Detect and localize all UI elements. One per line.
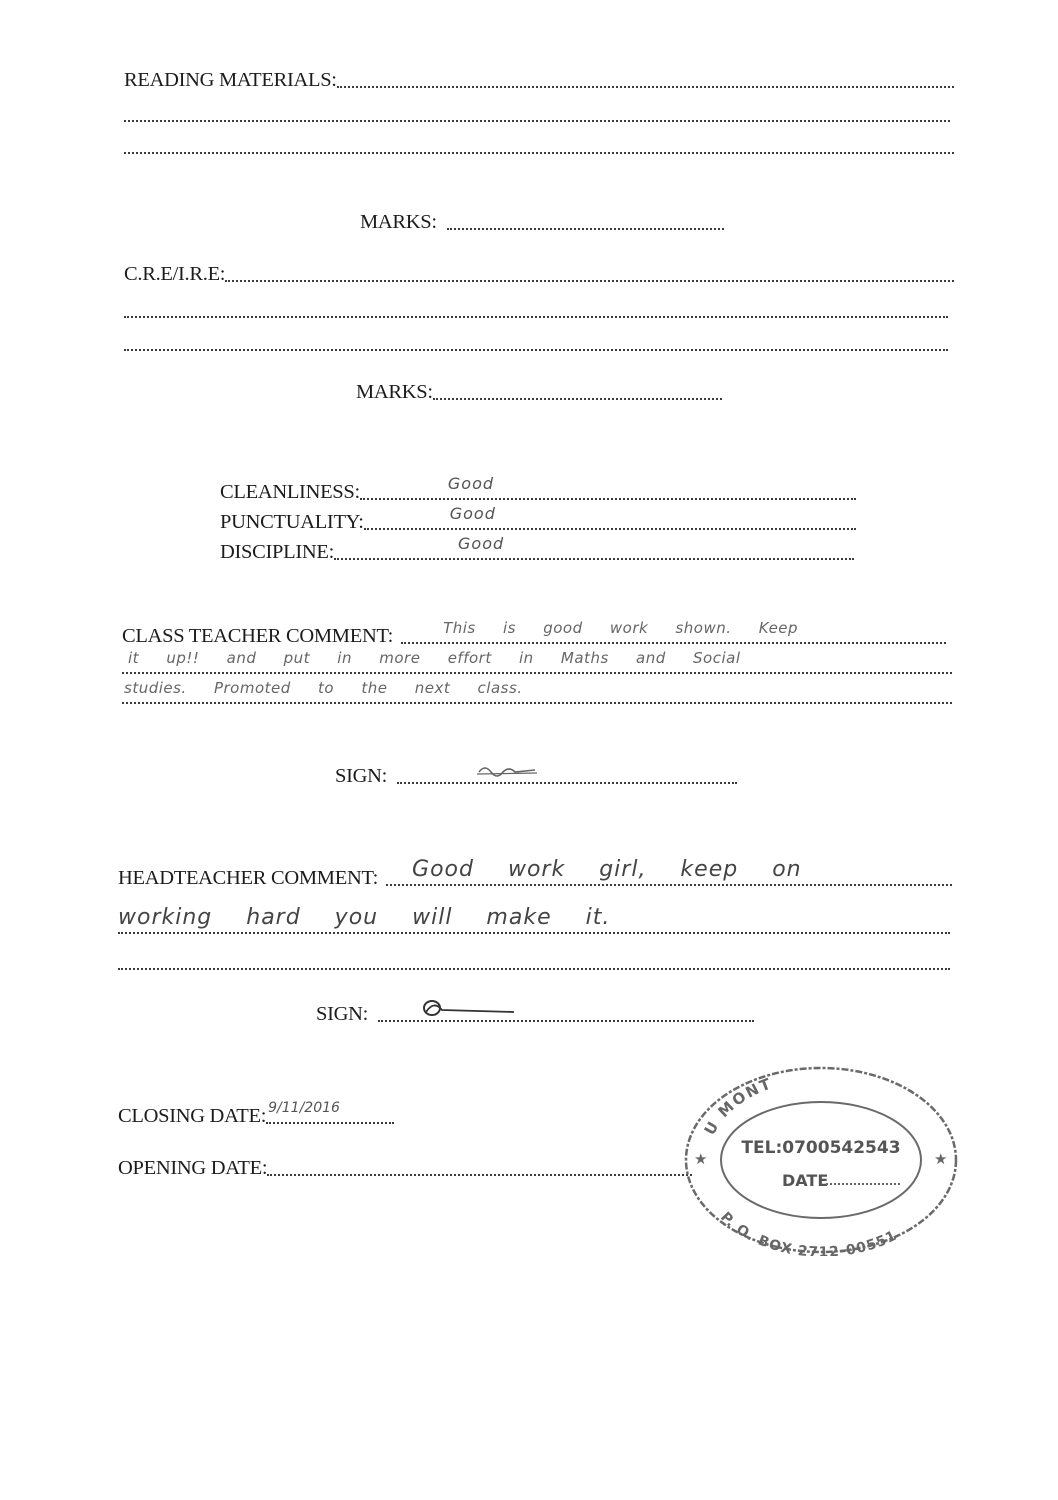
class-teacher-sign-field[interactable] — [397, 758, 737, 784]
headteacher-comment-1: Good work girl, keep on — [412, 857, 802, 882]
stamp-date-text: DATE — [782, 1171, 829, 1190]
class-teacher-comment-3: studies. Promoted to the next class. — [124, 679, 523, 697]
class-teacher-row-3 — [122, 680, 952, 708]
reading-materials-label: READING MATERIALS: — [124, 69, 337, 91]
cleanliness-label: CLEANLINESS: — [220, 481, 360, 503]
discipline-value: Good — [458, 534, 505, 553]
closing-date-label: CLOSING DATE: — [118, 1105, 267, 1127]
class-teacher-comment-1: This is good work shown. Keep — [443, 619, 799, 637]
class-teacher-row-2 — [122, 650, 952, 678]
class-teacher-label: CLASS TEACHER COMMENT: — [122, 625, 394, 647]
opening-date-row — [118, 1152, 692, 1180]
discipline-row — [220, 536, 854, 564]
reading-materials-row — [124, 64, 954, 92]
headteacher-row — [118, 857, 952, 890]
closing-date-field[interactable] — [266, 1098, 394, 1124]
punctuality-row — [220, 506, 856, 534]
marks-label-1: MARKS: — [360, 211, 437, 233]
class-teacher-field-line-3[interactable] — [122, 678, 952, 704]
cleanliness-row — [220, 476, 856, 504]
opening-date-field[interactable] — [267, 1150, 692, 1176]
stamp-tel-text: TEL:0700542543 — [741, 1138, 901, 1158]
headteacher-sign-field[interactable] — [378, 996, 754, 1022]
headteacher-sign-row — [316, 998, 754, 1026]
class-teacher-signature-icon — [475, 760, 539, 780]
discipline-label: DISCIPLINE: — [220, 541, 335, 563]
marks-row-2 — [356, 376, 722, 404]
headteacher-row-2 — [118, 905, 950, 938]
cre-ire-line-3 — [124, 347, 948, 351]
headteacher-field-line-2[interactable] — [118, 905, 950, 934]
punctuality-label: PUNCTUALITY: — [220, 511, 364, 533]
svg-text:★: ★ — [934, 1150, 948, 1168]
class-teacher-row — [122, 620, 946, 648]
marks-field-2[interactable] — [433, 374, 722, 400]
cre-ire-line-2 — [124, 314, 948, 318]
closing-date-value: 9/11/2016 — [268, 1100, 340, 1116]
marks-field-1[interactable] — [447, 204, 724, 230]
headteacher-comment-2: working hard you will make it. — [118, 905, 611, 930]
punctuality-field[interactable] — [364, 504, 856, 530]
punctuality-value: Good — [449, 504, 496, 523]
closing-date-row — [118, 1100, 394, 1128]
class-teacher-comment-2: it up!! and put in more effort in Maths and Social — [128, 649, 741, 667]
discipline-field[interactable] — [334, 534, 854, 560]
reading-materials-line-2 — [124, 118, 950, 122]
class-teacher-field-line-2[interactable] — [122, 648, 952, 674]
stamp-top-text: U MONT — [700, 1074, 775, 1139]
headteacher-label: HEADTEACHER COMMENT: — [118, 867, 379, 889]
cre-ire-label: C.R.E/I.R.E: — [124, 263, 226, 285]
reading-materials-line-3 — [124, 150, 954, 154]
class-teacher-sign-row — [335, 760, 737, 788]
sign-label-2: SIGN: — [316, 1003, 369, 1025]
stamp-bottom-text: P. O. BOX 2712-00551 — [717, 1209, 900, 1256]
svg-text:★: ★ — [694, 1150, 708, 1168]
marks-label-2: MARKS: — [356, 381, 433, 403]
headteacher-field-line-1[interactable] — [386, 857, 952, 886]
class-teacher-field-line-1[interactable] — [401, 618, 946, 644]
school-stamp-icon — [678, 1060, 964, 1256]
cleanliness-field[interactable] — [360, 474, 856, 500]
sign-label-1: SIGN: — [335, 765, 388, 787]
svg-text:P. O. BOX 2712-00551 — [717, 1209, 900, 1256]
headteacher-signature-icon — [418, 996, 518, 1018]
marks-row-1 — [360, 206, 724, 234]
opening-date-label: OPENING DATE: — [118, 1157, 268, 1179]
headteacher-line-3 — [118, 966, 950, 970]
cleanliness-value: Good — [447, 474, 495, 493]
cre-ire-field[interactable] — [225, 256, 954, 282]
reading-materials-field[interactable] — [337, 62, 954, 88]
cre-ire-row — [124, 258, 954, 286]
